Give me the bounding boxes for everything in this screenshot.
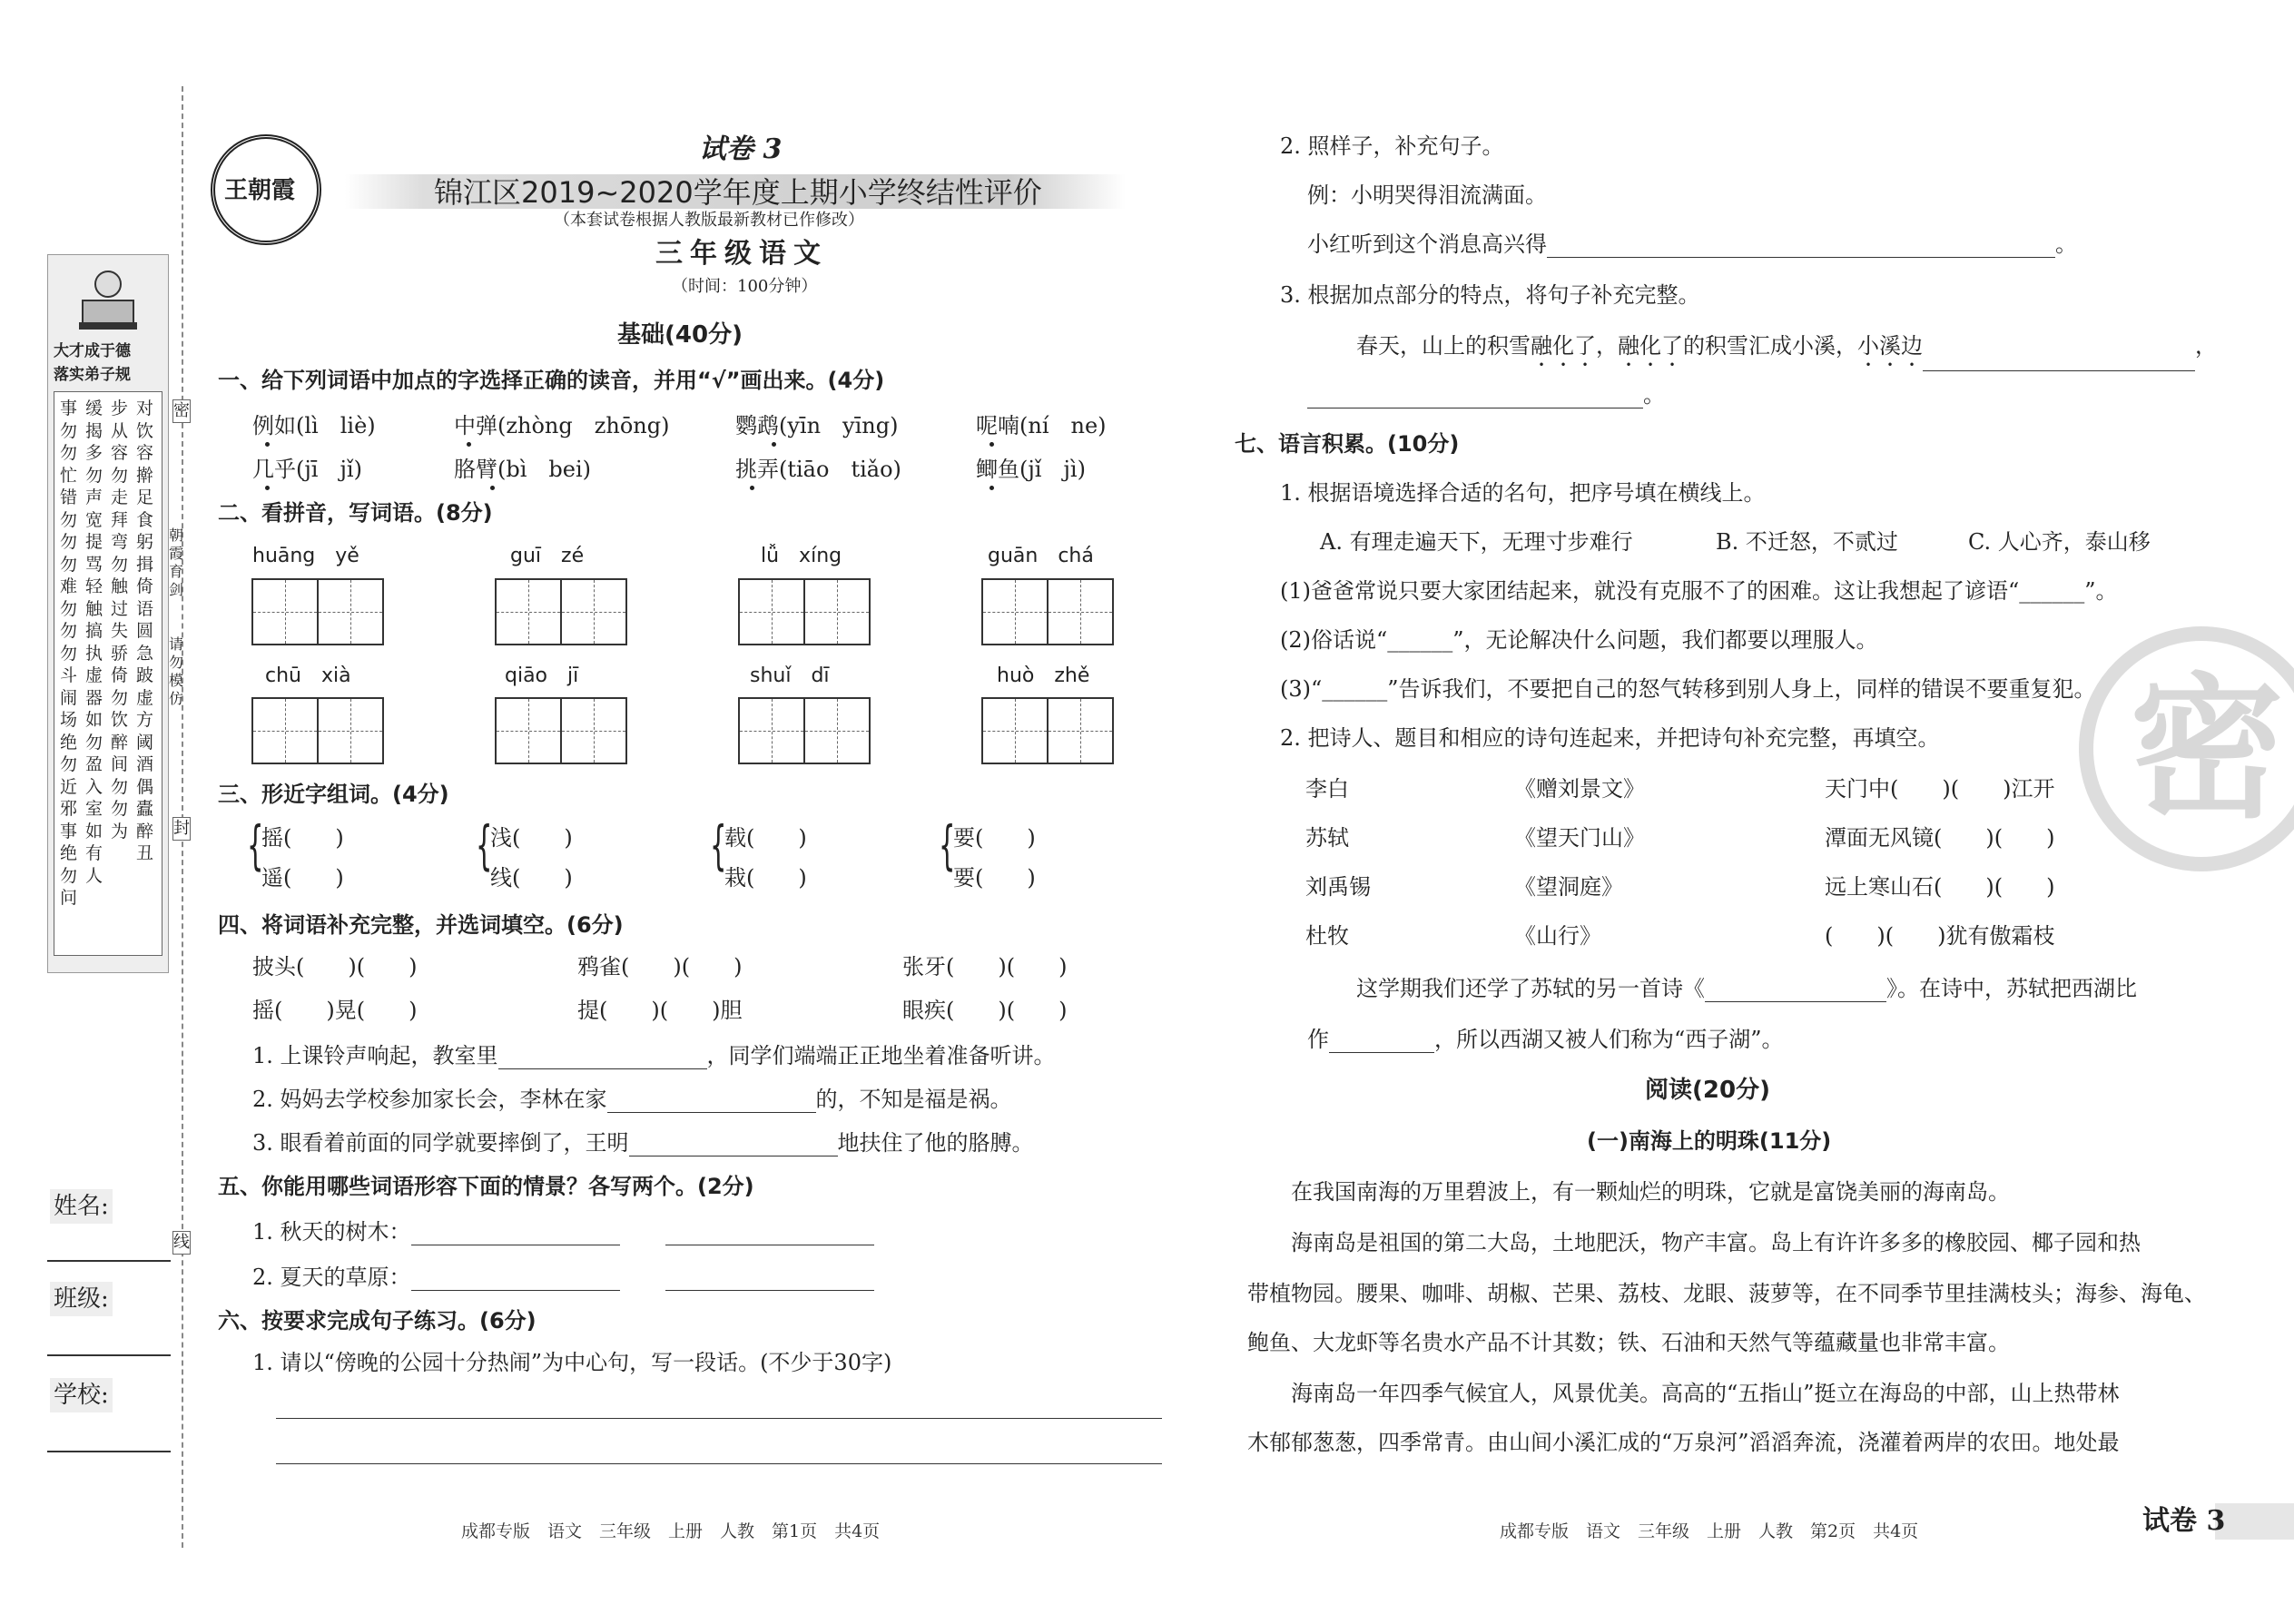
exam-time: （时间：100分钟） [672,277,818,296]
q1-item[interactable]: 鹦鹉(yīn yīng) [735,413,899,438]
q6-2-title: 2. 照样子，补充句子。 [1280,133,1504,159]
motto-line-2: 落实弟子规 [54,366,131,384]
q7-fill[interactable]: (1)爸爸常说只要大家团结起来，就没有克服不了的困难。这让我想起了谚语“______”。 [1280,578,2118,604]
subject-title: 三年级语文 [655,238,828,270]
q1-item[interactable]: 例如(lì liè) [252,413,376,438]
side-note: 请勿模仿 [169,635,184,707]
name-label: 姓名: [50,1189,113,1224]
q4-item[interactable]: 眼疾( )( ) [902,998,1068,1023]
side-note: 朝霞育剑 [169,527,184,598]
q1-item[interactable]: 挑弄(tiāo tiǎo) [735,457,901,482]
logo-text: 王朝霞 [224,177,296,204]
q3-title: 三、形近字组词。(4分) [218,782,449,807]
q6-3-sentence: 春天，山上的积雪融化了，融化了的积雪汇成小溪，小溪边 ， [1356,332,2217,371]
school-label: 学校: [50,1378,113,1412]
pinyin: huò zhě [997,664,1090,687]
motto-panel [47,254,169,973]
writing-box[interactable] [1047,697,1114,764]
paper-note: （本套试卷根据人教版最新教材已作修改） [554,211,864,230]
writing-box[interactable] [981,697,1049,764]
poet[interactable]: 刘禹锡 [1305,874,1371,900]
brace: { [939,814,956,876]
writing-box[interactable] [317,578,384,645]
q2-title: 二、看拼音，写词语。(8分) [218,500,493,526]
poet[interactable]: 苏轼 [1305,825,1349,851]
reading-paragraph: 海南岛一年四季气候宜人，风景优美。高高的“五指山”挺立在海岛的中部，山上热带林 [1291,1381,2120,1406]
answer-blank[interactable] [411,1270,620,1291]
answer-blank[interactable] [1329,1032,1434,1053]
reading-paragraph: 带植物园。腰果、咖啡、胡椒、芒果、荔枝、龙眼、菠萝等，在不同季节里挂满枝头；海参、海龟、 [1247,1281,2206,1306]
page-footer: 成都专版 语文 三年级 上册 人教 第2页 共4页 [1500,1521,1919,1541]
poem-column: 缓揭多勿声宽提骂轻触搞执虚器如勿盈入室如有人 [85,399,103,886]
emphasis-dot [467,442,471,447]
brace: { [476,814,493,876]
reading-paragraph: 在我国南海的万里碧波上，有一颗灿烂的明珠，它就是富饶美丽的海南岛。 [1291,1179,2010,1205]
brand-logo [211,134,321,245]
q7-option: B. 不迁怒，不贰过 [1716,529,1898,555]
reading-title: 阅读(20分) [1645,1077,1770,1104]
writing-box[interactable] [1047,578,1114,645]
q3-item[interactable]: 栽( ) [724,865,807,891]
q1-item[interactable]: 中弹(zhòng zhōng) [454,413,670,438]
answer-blank[interactable] [1547,237,2055,258]
q5-line-1: 1. 秋天的树木： [252,1218,874,1245]
reading-paragraph: 海南岛是祖国的第二大岛，土地肥沃，物产丰富。岛上有许许多多的橡胶园、椰子园和热 [1291,1230,2141,1255]
writing-box[interactable] [317,697,384,764]
corner-tab [2215,1503,2294,1540]
q6-3-continue: 。 [1307,381,1665,408]
writing-line[interactable] [276,1463,1162,1464]
stamp-text: 密 [2130,660,2285,840]
q3-item[interactable]: 遥( ) [261,865,344,891]
corner-label: 试卷 3 [2142,1505,2226,1537]
poet[interactable]: 杜牧 [1305,923,1349,949]
poem-box [54,391,162,956]
class-label: 班级: [50,1282,113,1316]
poem-line[interactable]: 天门中( )( )江开 [1825,776,2055,802]
brace: { [247,814,264,876]
poem-title[interactable]: 《山行》 [1514,923,1601,949]
reading-paragraph: 鲍鱼、大龙虾等名贵水产品不计其数；铁、石油和天然气等蕴藏量也非常丰富。 [1247,1330,2010,1355]
pinyin: guān chá [988,545,1094,567]
writing-box[interactable] [251,697,319,764]
poem-column: 对饮容擀足食躬揖倚语圆急跛虚方阈酒偶蠹醉丑 [136,399,154,863]
writing-box[interactable] [495,697,562,764]
q7-1-title: 1. 根据语境选择合适的名句，把序号填在横线上。 [1280,480,1766,506]
writing-box[interactable] [560,697,627,764]
q6-2-example: 例：小明哭得泪流满面。 [1307,182,1547,208]
q3-item[interactable]: 线( ) [490,865,573,891]
brace: { [710,814,727,876]
q6-prompt: 1. 请以“傍晚的公园十分热闹”为中心句，写一段话。(不少于30字) [252,1350,892,1375]
q7-fill[interactable]: (2)俗话说“______”，无论解决什么问题，我们都要以理服人。 [1280,627,1878,653]
class-field[interactable] [47,1354,171,1356]
q7-fill[interactable]: (3)“______”告诉我们，不要把自己的怒气转移到别人身上，同样的错误不要重复犯。 [1280,676,2096,702]
confidential-stamp [2079,626,2294,871]
seal-mark: 线 [172,1231,191,1255]
writing-box[interactable] [495,578,562,645]
poem-title[interactable]: 《望天门山》 [1514,825,1645,851]
q4-item[interactable]: 披头( )( ) [252,954,418,979]
seal-mark: 封 [172,817,191,841]
q3-item[interactable]: 摇( ) [261,825,344,851]
q4-sentence-2: 2. 妈妈去学校参加家长会，李林在家 的，不知是福是祸。 [252,1087,1012,1112]
q4-item[interactable]: 摇( )晃( ) [252,998,418,1023]
q7-sentence-1: 这学期我们还学了苏轼的另一首诗《 》。在诗中，苏轼把西湖比 [1356,976,2137,1001]
pinyin: chū xià [265,664,351,687]
q3-item[interactable]: 载( ) [724,825,807,851]
writing-box[interactable] [738,697,805,764]
name-field[interactable] [47,1260,171,1262]
motto-line-1: 大才成于德 [54,342,131,360]
reading-subtitle: (一)南海上的明珠(11分) [1587,1128,1832,1154]
poem-line[interactable]: 潭面无风镜( )( ) [1825,825,2055,851]
q7-option: C. 人心齐，泰山移 [1968,529,2151,555]
poem-column: 事勿勿忙错勿勿勿难勿勿勿斗闹场绝勿近邪事绝勿问 [60,399,78,908]
poem-column: 步从容勿走拜弯勿触过失骄倚勿饮醉间勿勿为 [111,399,129,842]
emphasis-dot [989,486,994,490]
writing-box[interactable] [560,578,627,645]
reading-paragraph: 木郁郁葱葱，四季常青。由山间小溪汇成的“万泉河”滔滔奔流，浇灌着两岸的农田。地处最 [1247,1430,2120,1455]
poem-title[interactable]: 《望洞庭》 [1514,874,1623,900]
paper-badge: 试卷 3 [699,133,783,165]
answer-blank[interactable] [607,1092,816,1113]
pinyin: qiāo jī [505,664,579,687]
q3-item[interactable]: 浅( ) [490,825,573,851]
q1-item[interactable]: 几乎(jī jǐ) [252,457,362,482]
seal-mark: 密 [172,399,191,423]
q3-item[interactable]: 要( ) [953,825,1036,851]
paper-title: 锦江区2019~2020学年度上期小学终结性评价 [434,175,1042,210]
writing-box[interactable] [803,578,871,645]
poem-title[interactable]: 《赠刘景文》 [1514,776,1645,802]
q3-item[interactable]: 要( ) [953,865,1036,891]
q7-title: 七、语言积累。(10分) [1235,431,1460,457]
q4-item[interactable]: 鸦雀( )( ) [577,954,743,979]
writing-box[interactable] [738,578,805,645]
q7-sentence-2: 作 ，所以西湖又被人们称为“西子湖”。 [1307,1027,1784,1052]
pinyin: shuǐ dī [750,664,830,687]
page-footer: 成都专版 语文 三年级 上册 人教 第1页 共4页 [461,1521,881,1541]
emphasis-dot [750,486,754,490]
emphasis-dot [989,442,994,447]
q4-item[interactable]: 提( )( )胆 [577,998,743,1023]
emphasis-dot [772,442,776,447]
emphasis-dot [265,442,270,447]
binding-strip [0,0,190,1624]
scholar-illustration [75,264,141,337]
pinyin: guī zé [510,545,585,567]
poet[interactable]: 李白 [1305,776,1349,802]
writing-box[interactable] [981,578,1049,645]
q4-item[interactable]: 张牙( )( ) [902,954,1068,979]
part-title: 基础(40分) [617,321,743,349]
emphasis-dot [490,486,495,490]
school-field[interactable] [47,1451,171,1452]
answer-blank[interactable] [1705,981,1886,1002]
poem-line[interactable]: 远上寒山石( )( ) [1825,874,2055,900]
q6-3-title: 3. 根据加点部分的特点，将句子补充完整。 [1280,282,1700,308]
q4-sentence-1: 1. 上课铃声响起，教室里 ，同学们端端正正地坐着准备听讲。 [252,1043,1056,1068]
q7-2-title: 2. 把诗人、题目和相应的诗句连起来，并把诗句补充完整，再填空。 [1280,725,1940,751]
emphasis-dot [265,486,270,490]
answer-blank[interactable] [665,1225,874,1245]
pinyin: huāng yě [252,545,359,567]
answer-blank[interactable] [498,1048,707,1069]
writing-box[interactable] [251,578,319,645]
q7-option: A. 有理走遍天下，无理寸步难行 [1320,529,1633,555]
q4-sentence-3: 3. 眼看着前面的同学就要摔倒了，王明 地扶住了他的胳膊。 [252,1130,1034,1156]
q1-item[interactable]: 鲫鱼(jǐ jì) [976,457,1086,482]
q1-title: 一、给下列词语中加点的字选择正确的读音，并用“√”画出来。(4分) [218,368,885,393]
q5-line-2: 2. 夏天的草原： [252,1264,874,1291]
writing-box[interactable] [803,697,871,764]
answer-blank[interactable] [629,1136,838,1156]
poem-line[interactable]: ( )( )犹有傲霜枝 [1825,923,2055,949]
answer-blank[interactable] [1307,388,1643,408]
q1-item[interactable]: 胳臂(bì bei) [454,457,592,482]
answer-blank[interactable] [1923,350,2195,371]
pinyin: lǚ xíng [761,545,842,567]
answer-blank[interactable] [665,1270,874,1291]
q6-title: 六、按要求完成句子练习。(6分) [218,1308,537,1334]
writing-line[interactable] [276,1418,1162,1419]
answer-blank[interactable] [411,1225,620,1245]
q5-title: 五、你能用哪些词语形容下面的情景？各写两个。(2分) [218,1174,754,1199]
q1-item[interactable]: 呢喃(ní ne) [976,413,1107,438]
q4-title: 四、将词语补充完整，并选词填空。(6分) [218,912,624,938]
q6-2-question: 小红听到这个消息高兴得 。 [1307,231,2077,257]
